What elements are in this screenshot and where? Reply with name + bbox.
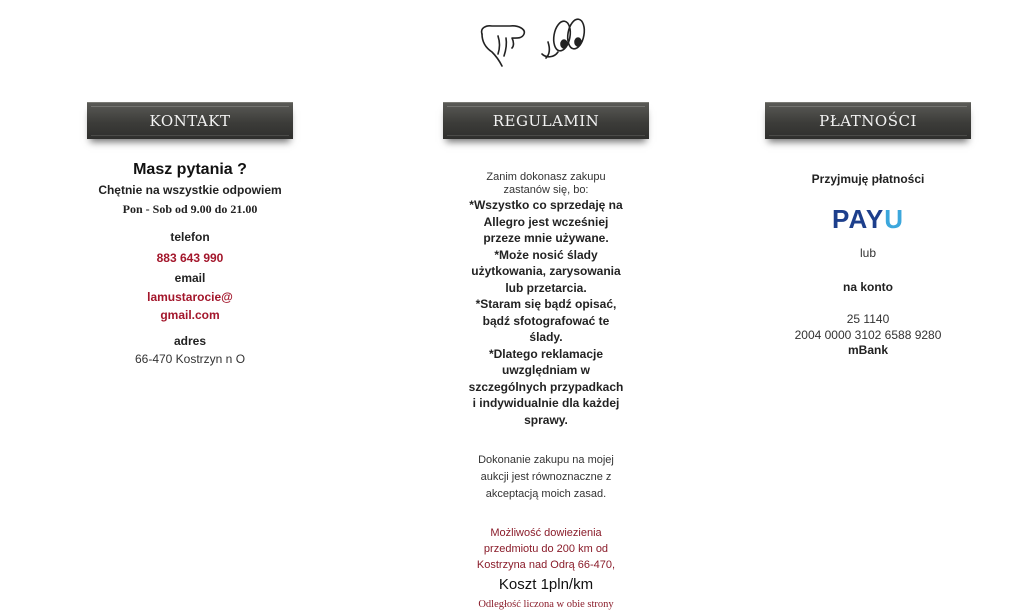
delivery-line: Możliwość dowiezienia xyxy=(490,527,602,539)
delivery-cost: Koszt 1pln/km xyxy=(498,576,594,593)
regulamin-header: REGULAMIN xyxy=(443,102,649,139)
intro-line: zastanów się, bo: xyxy=(503,184,589,196)
or-label: lub xyxy=(859,246,876,260)
email-link-line2[interactable]: gmail.com xyxy=(160,308,220,322)
delivery-line: Kostrzyna nad Odrą 66-470, xyxy=(476,559,616,571)
payu-logo-text: PAYU xyxy=(832,206,904,232)
rule-line: użytkowania, zarysowania xyxy=(471,264,621,278)
account-number-line2: 2004 0000 3102 6588 9280 xyxy=(794,328,942,342)
rule-line: *Staram się bądź opisać, xyxy=(475,297,617,311)
payments-title: Przyjmuję płatności xyxy=(811,172,925,186)
address-value: 66-470 Kostrzyn n O xyxy=(134,352,246,366)
regulamin-intro xyxy=(443,171,649,197)
kontakt-title: Masz pytania ? xyxy=(133,161,247,178)
rule-line: *Wszystko co sprzedaję na xyxy=(469,198,623,212)
acceptance-text xyxy=(443,452,649,503)
kontakt-hours: Pon - Sob od 9.00 do 21.00 xyxy=(122,202,258,216)
delivery-line: przedmiotu do 200 km od xyxy=(483,543,609,555)
rule-line: Allegro jest wcześniej xyxy=(483,214,609,229)
platnosci-section xyxy=(765,102,971,358)
rule-line: ślady. xyxy=(529,330,563,344)
rules-list xyxy=(443,197,649,428)
accept-line: Dokonanie zakupu na mojej xyxy=(478,454,614,466)
bank-name: mBank xyxy=(847,343,888,357)
rule-line: uwzględniam w xyxy=(501,363,590,377)
kontakt-header: KONTAKT xyxy=(87,102,293,139)
kontakt-subtitle-line1: Chętnie na wszystkie odpowiem xyxy=(98,183,282,197)
rule-line: sprawy. xyxy=(524,412,568,427)
delivery-info xyxy=(443,525,649,610)
rule-line: przeze mnie używane. xyxy=(483,231,609,245)
payu-logo xyxy=(765,206,971,232)
googly-eyes-pointing-hand-logo xyxy=(476,12,596,74)
intro-line: Zanim dokonasz zakupu xyxy=(486,171,606,183)
account-number xyxy=(765,311,971,343)
platnosci-header: PŁATNOŚCI xyxy=(765,102,971,139)
rule-line: lub przetarcia. xyxy=(505,280,587,295)
rule-line: szczególnych przypadkach xyxy=(468,379,624,394)
address-label: adres xyxy=(173,334,207,348)
email-link-line1[interactable]: lamustarocie@ xyxy=(147,290,233,304)
phone-number: 883 643 990 xyxy=(156,251,224,265)
account-number-line1: 25 1140 xyxy=(846,312,890,326)
phone-label: telefon xyxy=(170,230,210,244)
rule-line: *Dlatego reklamacje xyxy=(488,346,604,361)
distance-note: Odległość liczona w obie strony xyxy=(478,599,614,610)
rule-line: *Może nosić ślady xyxy=(494,247,598,262)
rule-line: i indywidualnie dla każdej xyxy=(472,396,620,410)
account-label: na konto xyxy=(843,280,893,294)
kontakt-section xyxy=(87,102,293,366)
accept-line: akceptacją moich zasad. xyxy=(485,488,607,500)
regulamin-section xyxy=(443,102,649,610)
email-label: email xyxy=(174,271,206,285)
accept-line: aukcji jest równoznaczne z xyxy=(480,471,612,483)
rule-line: bądź sfotografować te xyxy=(482,313,610,328)
